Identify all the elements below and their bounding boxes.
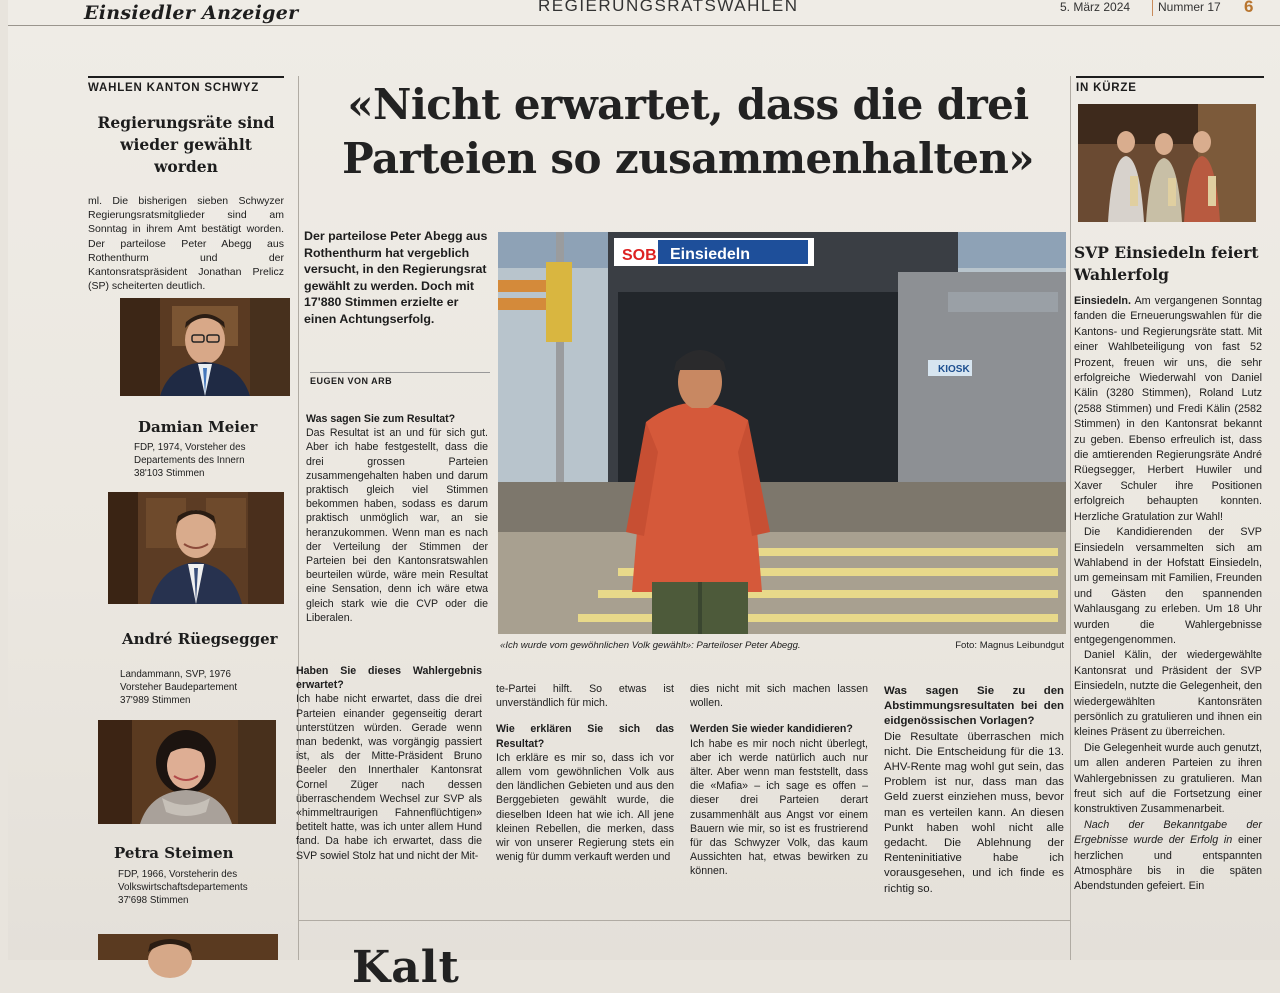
photo-image	[498, 232, 1066, 634]
newspaper-logo: Einsiedler Anzeiger	[84, 2, 299, 24]
photo-image	[1078, 104, 1256, 222]
article-column-2	[496, 682, 674, 864]
person-info-line: Landammann, SVP, 1976	[120, 669, 231, 680]
sidebar-left	[88, 76, 284, 293]
column-divider	[1070, 76, 1071, 960]
person-name-2: André Rüegsegger	[122, 630, 278, 648]
portrait-image	[120, 298, 290, 396]
person-info-3	[118, 868, 288, 907]
right-photo	[1078, 104, 1256, 222]
caption-text: «Ich wurde vom gewöhnlichen Volk gewählt»: Parteiloser Peter Abegg.	[500, 640, 801, 651]
right-paragraph: Die Kandidierenden der SVP Einsiedeln versammelten sich am Wahlabend in der Hofstatt Einsiedeln, um gemeinsam mit Familien, Freunden und Gästen den spannenden Wahlausgang zu erleben. Um 18 Uhr wurden die Wahlergebnisse entgegengenommen.	[1074, 526, 1262, 646]
right-kicker: IN KÜRZE	[1076, 76, 1264, 94]
interview-question: Haben Sie dieses Wahlergebnis erwartet?	[296, 665, 482, 692]
issue-number: Nummer 17	[1158, 0, 1221, 14]
article-headline: «Nicht erwartet, dass die drei Parteien so zusammenhalten»	[342, 80, 1034, 183]
station-sign: Einsiedeln	[670, 246, 751, 263]
photo-credit: Foto: Magnus Leibundgut	[955, 640, 1064, 651]
section-title: REGIERUNGSRATSWAHLEN	[538, 0, 799, 15]
interview-question: Werden Sie wieder kandidieren?	[690, 723, 853, 736]
interview-question: Wie erklären Sie sich das Resultat?	[496, 723, 674, 750]
left-summary: ml. Die bisherigen sieben Schwyzer Regierungsratsmitglieder sind am Sonntag in ihrem Amt bestätigt worden. Der parteilose Peter Abegg aus Rothenthurm und der Kantonsratspräsident Jonathan Prelicz (SP) scheiterten deutlich.	[88, 195, 284, 293]
interview-answer: Ich habe es mir noch nicht überlegt, aber ich werde natürlich auch nur älter. Aber wenn man feststellt, dass die «Mafia» – ich sage es offen – dieser drei Parteien derart zusammenhält aus Angst vor einem Bauern wie mir, so ist es frustrierend für das Schwyzer Volk, das kaum Aussichten hat, etwas bewirken zu können.	[690, 737, 868, 878]
paragraph-italic: Nach der Bekanntgabe der Ergebnisse wurde der Erfolg in	[1074, 818, 1262, 847]
person-info-line: FDP, 1974, Vorsteher des	[134, 442, 246, 453]
article-column-4	[884, 684, 1064, 897]
article-lead: Der parteilose Peter Abegg aus Rothenthurm hat vergeblich versucht, in den Regierungsrat gewählt zu werden. Doch mit 17'880 Stimmen erzielte er einen Achtungserfolg.	[304, 229, 488, 326]
portrait-damian-meier	[120, 298, 290, 396]
person-info-line: Departements des Innern	[134, 455, 245, 466]
interview-answer: Ich erkläre es mir so, dass ich vor allem vom gewöhnlichen Volk aus den ländlichen Gebieten und aus den Berggebieten gewählt wurde, die dieselben Ideen hat wie ich. All jene kleinen Rebellen, die merken, dass wir von unserer Regierung stets ein wenig für dumm verkauft werden und	[496, 751, 674, 864]
paragraph-text: einer herzlichen und entspannten Atmosphäre bis in die späten Abendstunden gefeiert. Ein	[1074, 834, 1262, 893]
person-info-line: FDP, 1966, Vorsteherin des	[118, 869, 238, 880]
sob-logo: SOB	[622, 247, 657, 264]
article-author: EUGEN VON ARB	[310, 372, 490, 386]
person-name-3: Petra Steimen	[114, 844, 234, 862]
newspaper-page	[8, 0, 1280, 993]
portrait-image	[98, 934, 278, 960]
interview-answer: Ich habe nicht erwartet, dass die drei Parteien einander gegenseitig derart unterstützen würden. Gerade wenn man bedenkt, was vorgängig passiert ist, als der Mitte-Präsident Bruno Beeler den Innerthaler Kantonsrat Cornel Züger nach dessen überraschendem Wechsel zur SVP als «himmeltraurigen Fahnenflüchtigen» betitelt hatte, was ich unter allem Hund fand. Da habe ich erwartet, dass die SVP sowiel Stolz hat und nicht der Mit-	[296, 693, 482, 862]
portrait-image	[98, 720, 276, 824]
portrait-image	[108, 492, 284, 604]
left-kicker: WAHLEN KANTON SCHWYZ	[88, 76, 284, 94]
masthead	[8, 0, 1280, 26]
article-column-1	[306, 412, 488, 625]
section-divider	[298, 920, 1070, 921]
article-photo	[498, 232, 1066, 634]
interview-question: Was sagen Sie zu den Abstimmungsresultaten bei den eidgenössischen Vorlagen?	[884, 685, 1064, 728]
paragraph-text: Am vergangenen Sonntag fanden die Erneuerungswahlen für die Kantons- und Regierungsräte statt. Mit einer Wahlbeteiligung von fast 52 Prozent, freuen wir uns, die sehr erfolgreiche Wiederwahl von Daniel Kälin (3280 Stimmen), Roland Lutz (2588 Stimmen) und Fredi Kälin (2582 Stimmen) in den Kantonsrat bekannt zu geben. Ebenso erfreulich ist, dass die amtierenden Regierungsräte André Rüegsegger, Herbert Huwiler und Xaver Schuler ihre Positionen erfolgreich behaupten konnten. Herzliche Gratulation zur Wahl!	[1074, 295, 1262, 523]
right-paragraph: Daniel Kälin, der wiedergewählte Kantonsrat und Präsident der SVP Einsiedeln, nutzte die Gelegenheit, den wiedergewählten Kantonsräten persönlich zu gratulieren und ihnen ein kleines Präsent zu überreichen.	[1074, 649, 1262, 739]
masthead-divider	[1152, 0, 1153, 16]
article-column-1-continued	[296, 664, 482, 863]
right-title: SVP Einsiedeln feiert Wahlerfolg	[1074, 243, 1259, 284]
portrait-petra-steimen	[98, 720, 276, 824]
kiosk-sign: KIOSK	[938, 364, 970, 375]
right-article-text	[1074, 294, 1262, 895]
interview-answer: Die Resultate überraschen mich nicht. Die Entscheidung für die 13. AHV-Rente mag wohl gut sein, das Problem ist nur, dass man das Geld zuerst einziehen muss, bevor man es verteilen kann. An diesen Punkt haben wohl nicht alle gedacht. Die Ablehnung der Renteninitiative habe ich vorausgesehen, und ich finde es richtig so.	[884, 730, 1064, 895]
photo-caption	[500, 640, 1064, 651]
person-info-line: 37'989 Stimmen	[120, 695, 191, 706]
interview-answer: Das Resultat ist an und für sich gut. Aber ich habe festgestellt, dass die drei grossen Parteien zusammengehalten haben und darum praktisch gleich viel Stimmen bekommen haben, sodass es darum praktisch unmöglich war, an sie heranzukommen. Wenn man es nach der Verteilung der Stimmen der Parteien bei den Kantonsratswahlen beurteilen würde, wäre mein Resultat eine Sensation, denn ich wäre etwa gleich stark wie die CVP oder die Liberalen.	[306, 427, 488, 624]
issue-date: 5. März 2024	[1060, 0, 1131, 14]
person-info-2	[120, 668, 290, 707]
right-paragraph	[1074, 294, 1262, 525]
bottom-headline: Kalt	[352, 942, 460, 993]
person-info-line: Vorsteher Baudepartement	[120, 682, 238, 693]
person-info-1	[134, 441, 304, 480]
dateline: Einsiedeln.	[1074, 295, 1131, 307]
interview-question: Was sagen Sie zum Resultat?	[306, 413, 456, 425]
interview-answer: te-Partei hilft. So etwas ist unverständlich für mich.	[496, 683, 674, 710]
article-column-3	[690, 682, 868, 879]
person-info-line: 38'103 Stimmen	[134, 468, 205, 479]
person-info-line: Volkswirtschaftsdepartements	[118, 882, 248, 893]
interview-answer: dies nicht mit sich machen lassen wollen.	[690, 683, 868, 710]
page-number: 6	[1244, 0, 1254, 16]
portrait-andre-rueegsegger	[108, 492, 284, 604]
portrait-partial	[98, 934, 278, 960]
sidebar-right	[1076, 76, 1264, 94]
person-info-line: 37'698 Stimmen	[118, 895, 189, 906]
left-title: Regierungsräte sind wieder gewählt worden	[97, 113, 275, 176]
right-paragraph	[1074, 818, 1262, 895]
right-paragraph: Die Gelegenheit wurde auch genutzt, um allen anderen Parteien zu ihren Wahlergebnissen zu gratulieren. Man freut sich auf die Fortsetzung einer konstruktiven Zusammenarbeit.	[1074, 741, 1262, 816]
person-name-1: Damian Meier	[138, 418, 258, 436]
